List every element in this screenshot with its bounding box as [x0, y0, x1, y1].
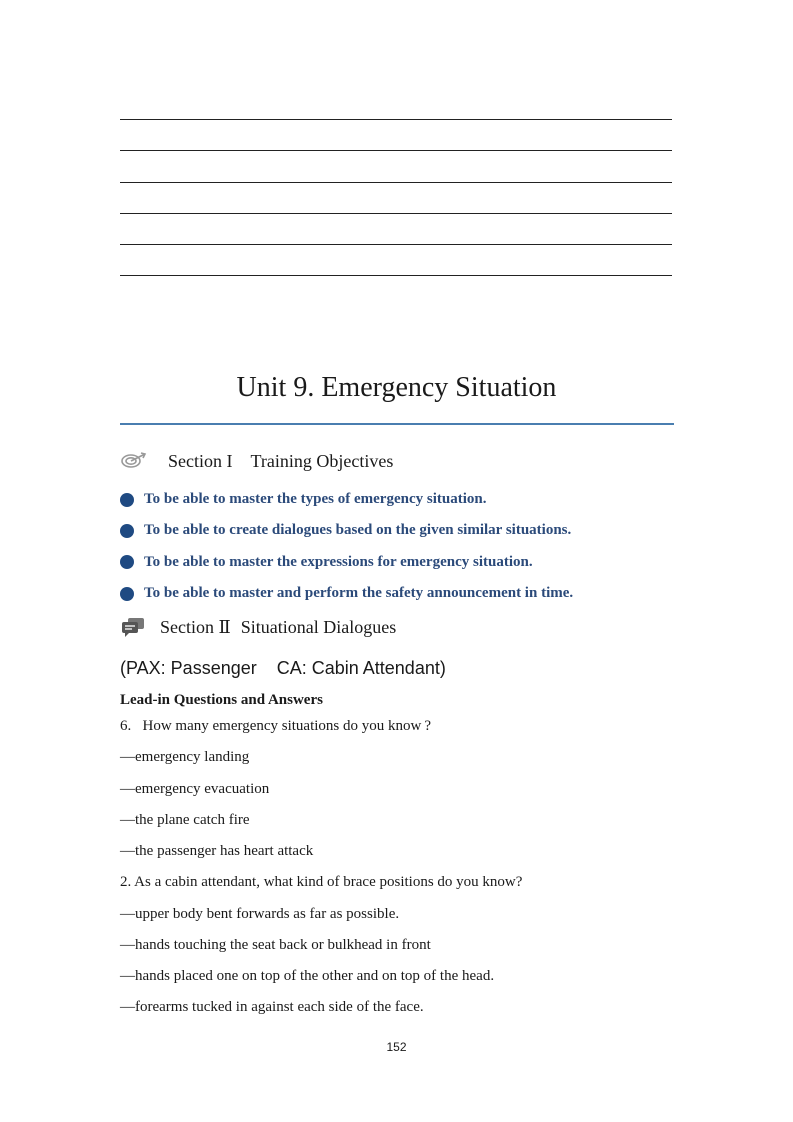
bullet-icon: [120, 555, 134, 569]
writing-line: [120, 150, 672, 151]
answer-line: —forearms tucked in against each side of the face.: [120, 999, 424, 1016]
answer-line: —upper body bent forwards as far as possible.: [120, 905, 400, 922]
section-2-title: Situational Dialogues: [240, 617, 397, 637]
section-1-label: Section I: [168, 451, 233, 471]
role-abbreviations: (PAX: Passenger CA: Cabin Attendant): [120, 658, 446, 678]
question-line: 6. How many emergency situations do you know ?: [120, 718, 432, 734]
section-1-heading: [120, 449, 393, 473]
bullet-icon: [120, 493, 134, 507]
answer-line: —the plane catch fire: [120, 811, 250, 828]
objective-item: To be able to master the types of emergency situation.: [120, 484, 573, 515]
objective-item: To be able to master and perform the safety announcement in time.: [120, 578, 573, 609]
objectives-list: [120, 484, 573, 609]
page-number: 152: [386, 1040, 407, 1054]
writing-line: [120, 244, 672, 245]
leadin-heading: Lead-in Questions and Answers: [120, 692, 323, 708]
writing-line: [120, 275, 672, 276]
objective-item: To be able to create dialogues based on the given similar situations.: [120, 515, 573, 546]
writing-line: [120, 182, 672, 183]
writing-line: [120, 119, 672, 120]
target-icon: [120, 449, 150, 473]
writing-line: [120, 213, 672, 214]
section-1-title: Training Objectives: [250, 451, 394, 471]
unit-title: Unit 9. Emergency Situation: [236, 372, 557, 403]
title-divider: [120, 423, 674, 425]
bullet-icon: [120, 524, 134, 538]
question-line: 2. As a cabin attendant, what kind of brace positions do you know?: [120, 874, 523, 891]
section-2-label: Section Ⅱ: [160, 617, 231, 637]
qa-list: [120, 715, 522, 1028]
answer-line: —hands placed one on top of the other and on top of the head.: [120, 968, 495, 984]
bullet-icon: [120, 587, 134, 601]
answer-line: —emergency evacuation: [120, 780, 270, 797]
objective-item: To be able to master the expressions for emergency situation.: [120, 547, 573, 578]
section-2-heading: [120, 615, 396, 639]
answer-line: —the passenger has heart attack: [120, 843, 314, 859]
answer-line: —emergency landing: [120, 749, 250, 766]
answer-line: —hands touching the seat back or bulkhead in front: [120, 936, 431, 953]
chat-bubble-icon: [120, 615, 150, 639]
